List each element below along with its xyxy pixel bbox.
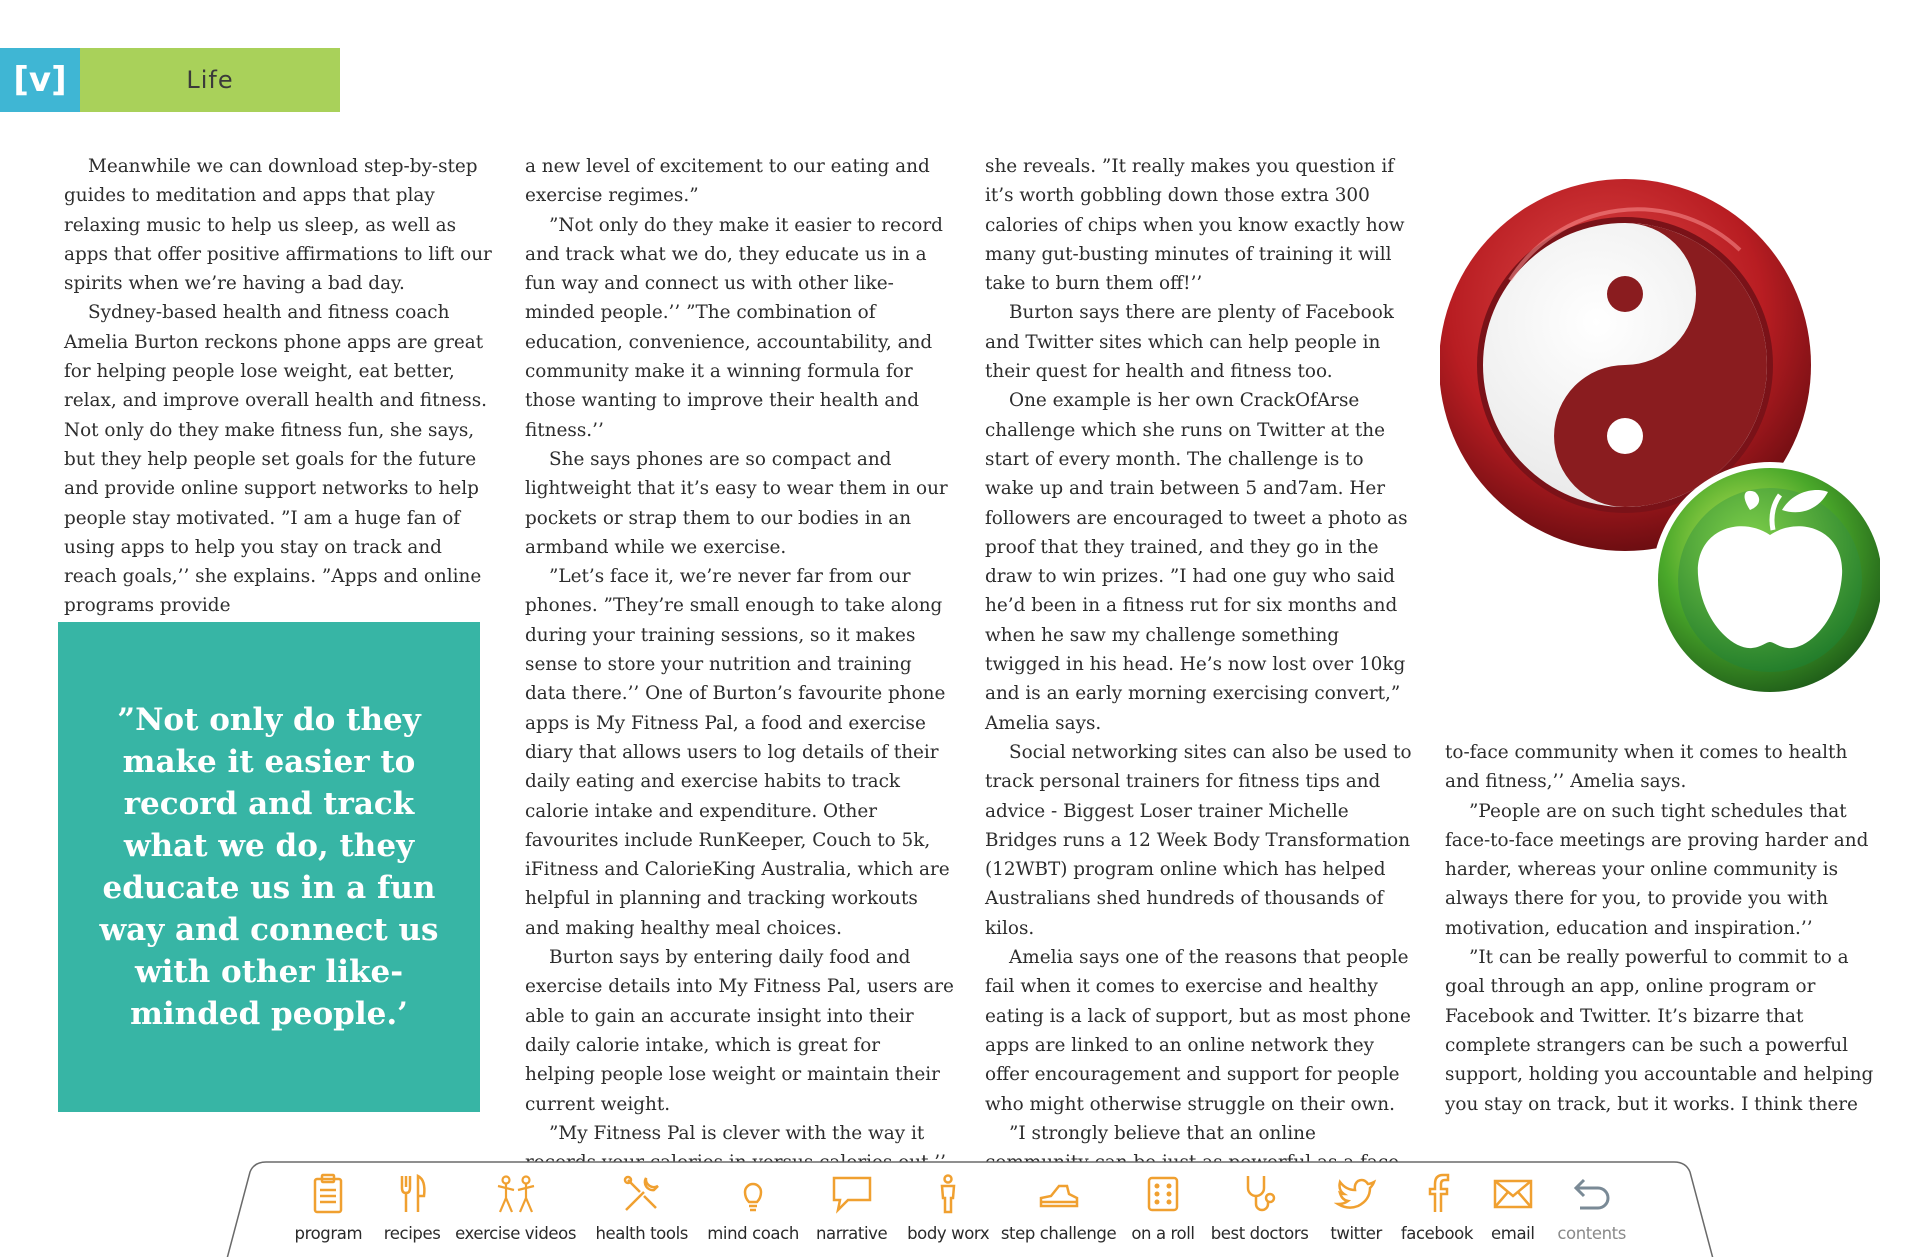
- paragraph: ”My Fitness Pal is clever with the way it: [549, 1122, 925, 1144]
- nav-recipes[interactable]: [373, 1172, 452, 1252]
- lightbulb-icon: [731, 1172, 775, 1216]
- article-column-4: [1445, 738, 1875, 1119]
- paragraph: Meanwhile we can download step-by-step guides to meditation and apps that play relaxing music to help us sleep, as well as apps that offer positive affirmations to lift our spirits when we’re having a bad day.: [64, 156, 492, 295]
- nav-label: step challenge: [1000, 1224, 1117, 1243]
- paragraph: ”Not only do they make it easier to record and track what we do, they educate us in a fun way and connect us with other like-minded people.’’ ”The combination of education, convenience, accountability, and community make it a winning formula for those wanting to improve their health and fitness.’’: [525, 214, 943, 441]
- fork-knife-icon: [390, 1172, 434, 1216]
- person-icon: [926, 1172, 970, 1216]
- stethoscope-icon: [1238, 1172, 1282, 1216]
- back-arrow-icon: [1570, 1172, 1614, 1216]
- nav-label: email: [1491, 1224, 1535, 1243]
- paragraph: ”People are on such tight schedules that face-to-face meetings are proving harder and harder, whereas your online community is always there for you, to provide you with motivation, education and inspiration.’’: [1445, 800, 1869, 939]
- paragraph: Burton says there are plenty of Facebook and Twitter sites which can help people in their quest for health and fitness too.: [985, 302, 1394, 383]
- nav-label: best doctors: [1210, 1224, 1309, 1243]
- twitter-bird-icon: [1334, 1172, 1378, 1216]
- article-column-3: [985, 152, 1415, 1177]
- envelope-icon: [1491, 1172, 1535, 1216]
- paragraph: One example is her own CrackOfArse challenge which she runs on Twitter at the start of every month. The challenge is to wake up and train between 5 and7am. Her followers are encouraged to tweet a photo as proof that they trained, and they go in the draw to win prizes. ”I had one guy who said he’d been in a fitness rut for six months and when he saw my challenge something twigged in his head. He’s now lost over 10kg and is an early morning exercising convert,” Amelia says.: [985, 390, 1408, 734]
- nav-on-a-roll[interactable]: [1122, 1172, 1205, 1252]
- people-icon: [494, 1172, 538, 1216]
- nav-narrative[interactable]: [802, 1172, 901, 1252]
- nav-body-worx[interactable]: [901, 1172, 996, 1252]
- paragraph: ”It can be really powerful to commit to a goal through an app, online program or Facebook and Twitter. It’s bizarre that complete strangers can be such a powerful support, holding you accountable and helping you stay on track, but it works. I think there: [1445, 947, 1874, 1115]
- clipboard-icon: [306, 1172, 350, 1216]
- dice-icon: [1141, 1172, 1185, 1216]
- nav-label: twitter: [1330, 1224, 1382, 1243]
- yin-yang-apple-illustration: [1440, 170, 1880, 710]
- paragraph: Burton says by entering daily food and exercise details into My Fitness Pal, users are able to gain an accurate insight into their daily calorie intake, which is great for helping people lose weight or maintain their current weight.: [525, 947, 954, 1115]
- nav-label: body worx: [907, 1224, 990, 1243]
- paragraph: she reveals. ”It really makes you question if it’s worth gobbling down those extra 300 calories of chips when you know exactly how many gut-busting minutes of training it will take to burn them off!’’: [985, 156, 1405, 295]
- nav-label: exercise videos: [455, 1224, 577, 1243]
- nav-mind-coach[interactable]: [704, 1172, 803, 1252]
- nav-label: contents: [1557, 1224, 1626, 1243]
- nav-exercise-videos[interactable]: [452, 1172, 580, 1252]
- nav-label: on a roll: [1131, 1224, 1195, 1243]
- nav-best-doctors[interactable]: [1204, 1172, 1314, 1252]
- pull-quote: ”Not only do they make it easier to record and track what we do, they educate us in a fun way and connect us with other like-minded people.’: [99, 702, 439, 1032]
- nav-label: narrative: [815, 1224, 888, 1243]
- article-column-1: [64, 152, 494, 621]
- nav-label: recipes: [383, 1224, 441, 1243]
- paragraph: Social networking sites can also be used to track personal trainers for fitness tips and advice - Biggest Loser trainer Michelle Bridges runs a 12 Week Body Transformation (12WBT) program online which has helped Australians shed hundreds of thousands of kilos.: [985, 741, 1412, 939]
- pull-quote-box: [58, 622, 480, 1112]
- magazine-badge: [v]: [0, 48, 80, 112]
- section-label: Life: [80, 48, 340, 112]
- paragraph: Amelia says one of the reasons that people fail when it comes to exercise and healthy eating is a lack of support, but as most phone apps are linked to an online network they offer encouragement and support for people who might otherwise struggle on their own.: [985, 947, 1411, 1115]
- nav-label: mind coach: [707, 1224, 799, 1243]
- apple-icon: [1652, 462, 1880, 698]
- bottom-navigation: [284, 1172, 1634, 1252]
- nav-step-challenge[interactable]: [995, 1172, 1121, 1252]
- nav-program[interactable]: [284, 1172, 373, 1252]
- paragraph: a new level of excitement to our eating and exercise regimes.”: [525, 156, 930, 207]
- nav-contents[interactable]: [1549, 1172, 1634, 1252]
- nav-health-tools[interactable]: [580, 1172, 704, 1252]
- article-column-2: [525, 152, 955, 1177]
- tools-icon: [620, 1172, 664, 1216]
- facebook-icon: [1415, 1172, 1459, 1216]
- nav-facebook[interactable]: [1398, 1172, 1477, 1252]
- paragraph: ”I strongly believe that an online: [1009, 1122, 1316, 1144]
- paragraph: She says phones are so compact and lightweight that it’s easy to wear them in our pockets or strap them to our bodies in an armband while we exercise.: [525, 448, 948, 558]
- paragraph: Sydney-based health and fitness coach Amelia Burton reckons phone apps are great for helping people lose weight, eat better, relax, and improve overall health and fitness. Not only do they make fitness fun, she says, but they help people set goals for the future and provide online support networks to help people stay motivated. ”I am a huge fan of using apps to help you stay on track and reach goals,’’ she explains. ”Apps and online programs provide: [64, 302, 487, 617]
- speech-bubble-icon: [830, 1172, 874, 1216]
- nav-label: program: [294, 1224, 363, 1243]
- paragraph: to-face community when it comes to health and fitness,’’ Amelia says.: [1445, 742, 1848, 793]
- nav-twitter[interactable]: [1315, 1172, 1398, 1252]
- nav-email[interactable]: [1476, 1172, 1549, 1252]
- nav-label: health tools: [595, 1224, 688, 1243]
- shoe-icon: [1037, 1172, 1081, 1216]
- paragraph: ”Let’s face it, we’re never far from our phones. ”They’re small enough to take along during your training sessions, so it makes sense to store your nutrition and training data there.’’ One of Burton’s favourite phone apps is My Fitness Pal, a food and exercise diary that allows users to log details of their daily eating and exercise habits to track calorie intake and expenditure. Other favourites include RunKeeper, Couch to 5k, iFitness and CalorieKing Australia, which are helpful in planning and tracking workouts and making healthy meal choices.: [525, 566, 950, 939]
- nav-label: facebook: [1400, 1224, 1474, 1243]
